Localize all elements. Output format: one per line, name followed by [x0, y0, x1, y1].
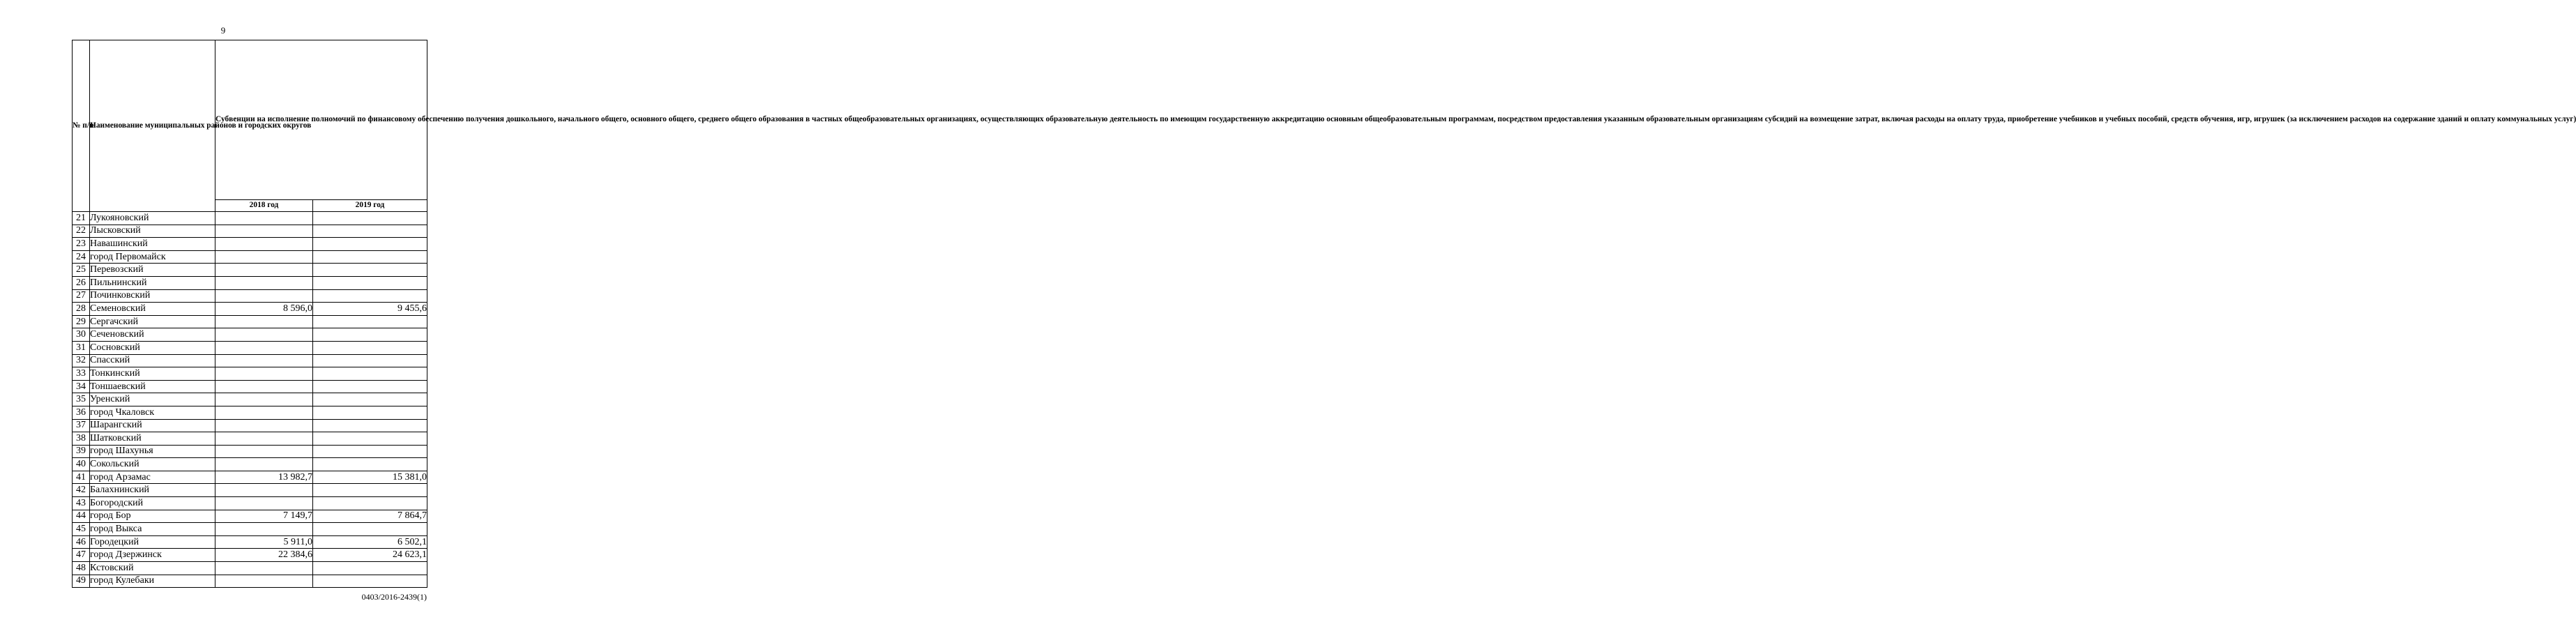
municipality-name: Починковский: [90, 289, 215, 303]
value-2019: [313, 276, 427, 289]
table-row: [73, 212, 427, 225]
header-year-2019: 2019 год: [313, 200, 427, 212]
row-number: 47: [73, 549, 90, 562]
value-2018: [215, 432, 313, 446]
municipality-name: город Бор: [90, 510, 215, 523]
row-number: 25: [73, 264, 90, 277]
value-2019: [313, 419, 427, 432]
municipality-name: Семеновский: [90, 303, 215, 316]
value-2018: 8 596,0: [215, 303, 313, 316]
municipality-name: Навашинский: [90, 238, 215, 251]
row-number: 23: [73, 238, 90, 251]
value-2019: [313, 212, 427, 225]
row-number: 36: [73, 406, 90, 419]
row-number: 41: [73, 471, 90, 484]
table-row: [73, 523, 427, 536]
municipality-name: Тонкинский: [90, 367, 215, 381]
value-2018: [215, 367, 313, 381]
table-row: [73, 225, 427, 238]
value-2018: 13 982,7: [215, 471, 313, 484]
value-2018: [215, 341, 313, 354]
table-row: [73, 289, 427, 303]
value-2018: [215, 575, 313, 588]
value-2018: [215, 406, 313, 419]
value-2018: [215, 225, 313, 238]
municipality-name: Балахнинский: [90, 484, 215, 497]
value-2018: [215, 250, 313, 264]
value-2018: [215, 238, 313, 251]
row-number: 34: [73, 380, 90, 393]
value-2019: [313, 575, 427, 588]
table-row: [73, 380, 427, 393]
table-row: [73, 276, 427, 289]
value-2018: [215, 393, 313, 406]
municipality-name: город Чкаловск: [90, 406, 215, 419]
value-2018: [215, 276, 313, 289]
table-row: [73, 445, 427, 458]
table-row: [73, 341, 427, 354]
value-2018: 5 911,0: [215, 535, 313, 549]
row-number: 43: [73, 497, 90, 510]
table-row: [73, 264, 427, 277]
value-2018: [215, 484, 313, 497]
table-row: [73, 406, 427, 419]
municipality-name: город Первомайск: [90, 250, 215, 264]
value-2018: [215, 315, 313, 328]
table-body: [73, 212, 427, 588]
table-row: [73, 510, 427, 523]
row-number: 27: [73, 289, 90, 303]
row-number: 28: [73, 303, 90, 316]
table-row: [73, 535, 427, 549]
value-2018: [215, 445, 313, 458]
row-number: 37: [73, 419, 90, 432]
municipality-name: Богородский: [90, 497, 215, 510]
table-row: [73, 497, 427, 510]
row-number: 45: [73, 523, 90, 536]
municipality-name: город Дзержинск: [90, 549, 215, 562]
row-number: 39: [73, 445, 90, 458]
row-number: 22: [73, 225, 90, 238]
value-2018: 7 149,7: [215, 510, 313, 523]
table-row: [73, 367, 427, 381]
value-2019: 24 623,1: [313, 549, 427, 562]
value-2019: [313, 562, 427, 575]
value-2019: [313, 393, 427, 406]
table-row: [73, 419, 427, 432]
value-2019: [313, 484, 427, 497]
table-row: [73, 575, 427, 588]
value-2018: [215, 419, 313, 432]
municipality-name: Шарангский: [90, 419, 215, 432]
municipality-name: город Кулебаки: [90, 575, 215, 588]
value-2019: [313, 264, 427, 277]
value-2019: [313, 523, 427, 536]
value-2019: [313, 432, 427, 446]
row-number: 24: [73, 250, 90, 264]
value-2019: [313, 445, 427, 458]
row-number: 31: [73, 341, 90, 354]
header-year-2018: 2018 год: [215, 200, 313, 212]
table-row: [73, 562, 427, 575]
value-2018: [215, 380, 313, 393]
row-number: 29: [73, 315, 90, 328]
table-header: [73, 40, 2576, 212]
municipality-name: Сосновский: [90, 341, 215, 354]
value-2019: 9 455,6: [313, 303, 427, 316]
value-2019: 7 864,7: [313, 510, 427, 523]
table-row: [73, 458, 427, 471]
table-row: [73, 471, 427, 484]
table-row: [73, 315, 427, 328]
table-row: [73, 549, 427, 562]
municipality-name: Спасский: [90, 354, 215, 367]
municipality-name: Сокольский: [90, 458, 215, 471]
value-2018: [215, 212, 313, 225]
row-number: 40: [73, 458, 90, 471]
table-row: [73, 238, 427, 251]
municipality-name: Уренский: [90, 393, 215, 406]
subsidy-table: [72, 40, 2576, 588]
value-2018: [215, 289, 313, 303]
value-2018: [215, 354, 313, 367]
value-2019: [313, 497, 427, 510]
value-2019: [313, 406, 427, 419]
row-number: 35: [73, 393, 90, 406]
municipality-name: город Шахунья: [90, 445, 215, 458]
municipality-name: город Арзамас: [90, 471, 215, 484]
municipality-name: Сергачский: [90, 315, 215, 328]
header-number: № п/п: [73, 40, 90, 212]
row-number: 48: [73, 562, 90, 575]
value-2019: [313, 315, 427, 328]
table-row: [73, 328, 427, 342]
table-row: [73, 250, 427, 264]
value-2019: [313, 341, 427, 354]
header-subsidy-description: Субвенции на исполнение полномочий по финансовому обеспечению получения дошкольного, начального общего, основного общего, среднего общего образования в частных общеобразовательных организациях, осуществляющих образовательную деятельность по имеющим государственную аккредитацию основным общеобразовательным программам, посредством предоставления указанным образовательным организациям субсидий на возмещение затрат, включая расходы на оплату труда, приобретение учебников и учебных пособий, средств обучения, игр, игрушек (за исключением расходов на содержание зданий и оплату коммунальных услуг): [215, 40, 427, 200]
row-number: 30: [73, 328, 90, 342]
table-row: [73, 354, 427, 367]
value-2019: [313, 238, 427, 251]
value-2019: 15 381,0: [313, 471, 427, 484]
value-2018: [215, 562, 313, 575]
row-number: 38: [73, 432, 90, 446]
value-2019: [313, 458, 427, 471]
municipality-name: Лукояновский: [90, 212, 215, 225]
table-row: [73, 303, 427, 316]
row-number: 26: [73, 276, 90, 289]
value-2019: [313, 367, 427, 381]
value-2018: [215, 458, 313, 471]
municipality-name: Кстовский: [90, 562, 215, 575]
value-2018: [215, 328, 313, 342]
municipality-name: Перевозский: [90, 264, 215, 277]
value-2019: 6 502,1: [313, 535, 427, 549]
municipality-name: Городецкий: [90, 535, 215, 549]
row-number: 49: [73, 575, 90, 588]
value-2018: [215, 523, 313, 536]
municipality-name: Шатковский: [90, 432, 215, 446]
table-row: [73, 393, 427, 406]
value-2019: [313, 354, 427, 367]
value-2018: 22 384,6: [215, 549, 313, 562]
row-number: 46: [73, 535, 90, 549]
municipality-name: Лысковский: [90, 225, 215, 238]
table-row: [73, 432, 427, 446]
row-number: 32: [73, 354, 90, 367]
row-number: 42: [73, 484, 90, 497]
page-number: 9: [220, 25, 226, 36]
row-number: 21: [73, 212, 90, 225]
value-2019: [313, 380, 427, 393]
document-code: 0403/2016-2439(1): [361, 592, 427, 602]
value-2019: [313, 225, 427, 238]
header-municipality: Наименование муниципальных районов и городских округов: [90, 40, 215, 212]
value-2018: [215, 264, 313, 277]
municipality-name: Сеченовский: [90, 328, 215, 342]
table-row: [73, 484, 427, 497]
municipality-name: город Выкса: [90, 523, 215, 536]
value-2019: [313, 328, 427, 342]
value-2019: [313, 250, 427, 264]
value-2018: [215, 497, 313, 510]
municipality-name: Пильнинский: [90, 276, 215, 289]
row-number: 44: [73, 510, 90, 523]
row-number: 33: [73, 367, 90, 381]
municipality-name: Тоншаевский: [90, 380, 215, 393]
value-2019: [313, 289, 427, 303]
